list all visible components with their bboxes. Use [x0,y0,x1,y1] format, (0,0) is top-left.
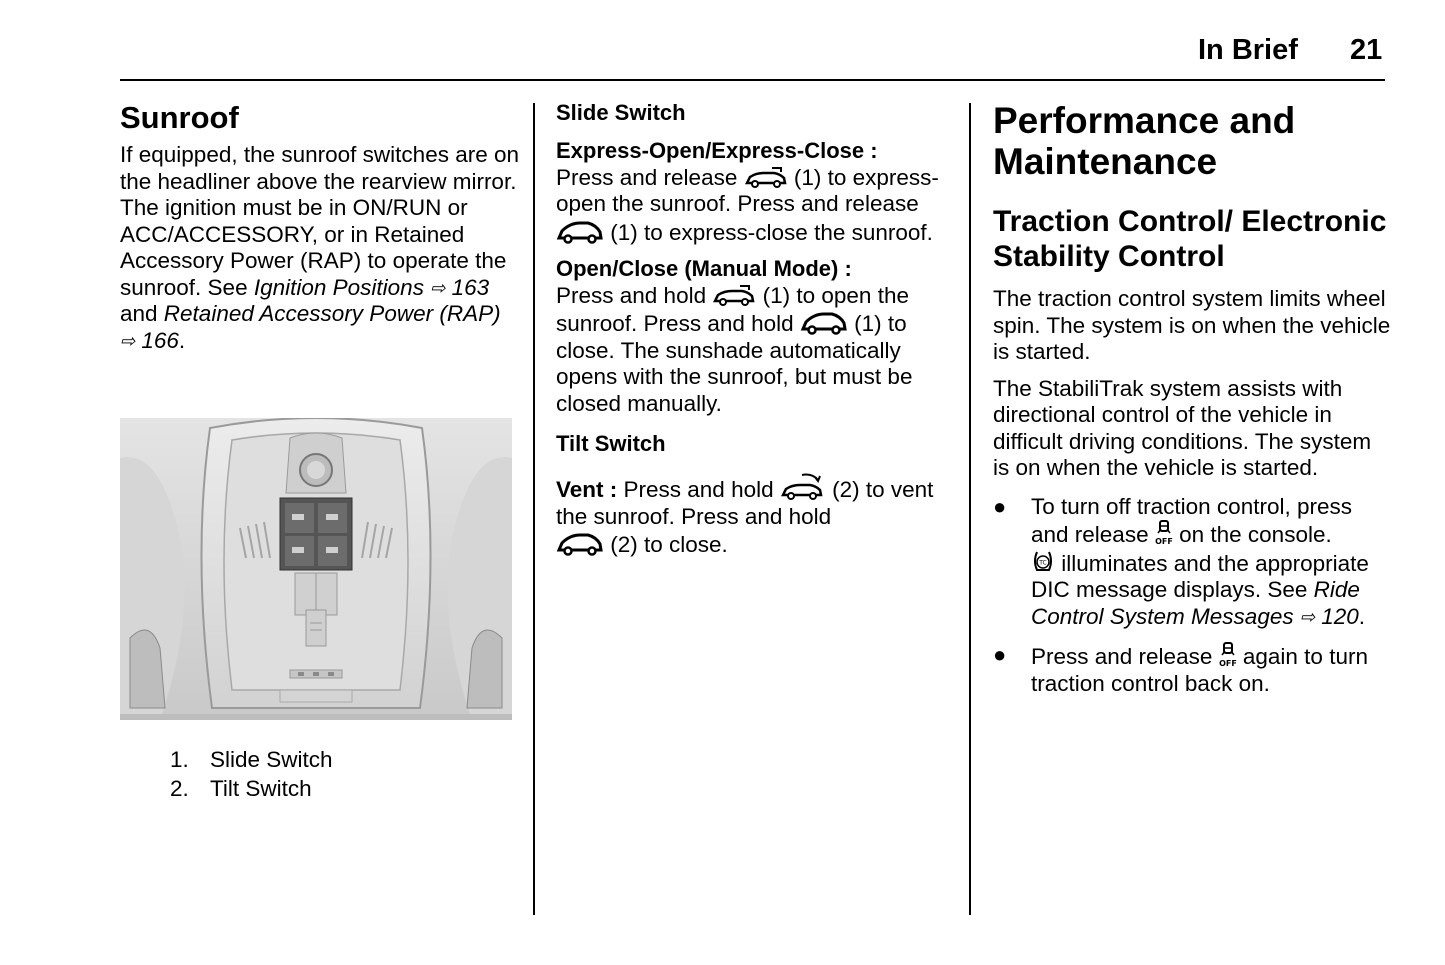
svg-text:OFF: OFF [1154,537,1173,546]
vent-label: Vent : [556,477,618,502]
sunroof-open-icon [712,283,756,307]
svg-text:TC: TC [1039,559,1047,566]
manual-label: Open/Close (Manual Mode) : [556,256,852,281]
express-paragraph: Express-Open/Express-Close : Press and release (1) to express-open the sunroof. Press and release (1) to express-close the sunroof. [556,138,939,245]
sunroof-intro: If equipped, the sunroof switches are on the headliner above the rearview mirror. The ignition must be in ON/RUN or ACC/ACCESSORY, or in Retained Accessory Power (RAP) to operate the sunroof. See Ignition Positions ⇨ 163 and Retained Accessory Power (RAP) ⇨ 166. [120,142,520,353]
legend-item: 2. Tilt Switch [170,776,312,801]
traction-off-button-icon [1155,520,1173,546]
bullet-icon: ● [993,493,1007,519]
figure-legend [170,745,333,803]
slide-tilt-column [556,100,956,559]
xref-link[interactable]: Ignition Positions ⇨ 163 [253,274,490,300]
sunroof-close-icon [556,218,604,244]
sunroof-close-icon [556,530,604,556]
traction-bullet-list [993,494,1393,698]
xref-arrow-icon: ⇨ [1299,606,1315,627]
xref-arrow-icon: ⇨ [120,330,136,351]
performance-heading: Performance and Maintenance [993,100,1296,182]
slide-switch-heading: Slide Switch [556,100,686,125]
sunroof-switch-illustration [120,418,512,720]
traction-paragraph: The traction control system limits wheel spin. The system is on when the vehicle is started. [993,286,1391,364]
performance-column [993,100,1393,697]
sunroof-column [120,100,520,354]
traction-indicator-icon [1031,549,1055,575]
express-label: Express-Open/Express-Close : [556,138,878,163]
vent-paragraph: Vent : Press and hold (2) to vent the sunroof. Press and hold (2) to close. [556,471,956,559]
column-divider-1 [533,103,535,915]
sunroof-close-icon [800,309,848,335]
legend-item: 1. Slide Switch [170,747,333,772]
xref-link[interactable]: Ride Control System Messages ⇨ 120 [1031,577,1360,629]
svg-text:OFF: OFF [1218,659,1237,668]
page-number: 21 [1350,34,1383,66]
traction-off-button-icon [1219,642,1237,668]
sunroof-vent-icon [780,471,826,501]
list-item: ● To turn off traction control, press and release OFF on the console. TC illuminates and the appropriate DIC message displays. See Ride Control System Messages ⇨ 120. [993,493,1369,629]
section-title: In Brief [1198,34,1298,66]
header-rule [120,79,1385,81]
xref-arrow-icon: ⇨ [430,277,446,298]
tilt-switch-heading: Tilt Switch [556,431,666,456]
traction-heading: Traction Control/ Electronic Stability Control [993,205,1387,273]
list-item: ● Press and release OFF again to turn traction control back on. [993,642,1368,696]
bullet-icon: ● [993,642,1007,667]
sunroof-open-icon [744,165,788,189]
stabilitrak-paragraph: The StabiliTrak system assists with directional control of the vehicle in difficult driving conditions. The system is on when the vehicle is started. [993,375,1372,480]
manual-paragraph: Open/Close (Manual Mode) : Press and hold (1) to open the sunroof. Press and hold (1) to close. The sunshade automatically opens with the sunroof, but must be closed manually. [556,256,913,416]
column-divider-2 [969,103,971,915]
sunroof-heading: Sunroof [120,100,239,135]
xref-link[interactable]: Retained Accessory Power (RAP) ⇨ 166 [120,301,501,353]
